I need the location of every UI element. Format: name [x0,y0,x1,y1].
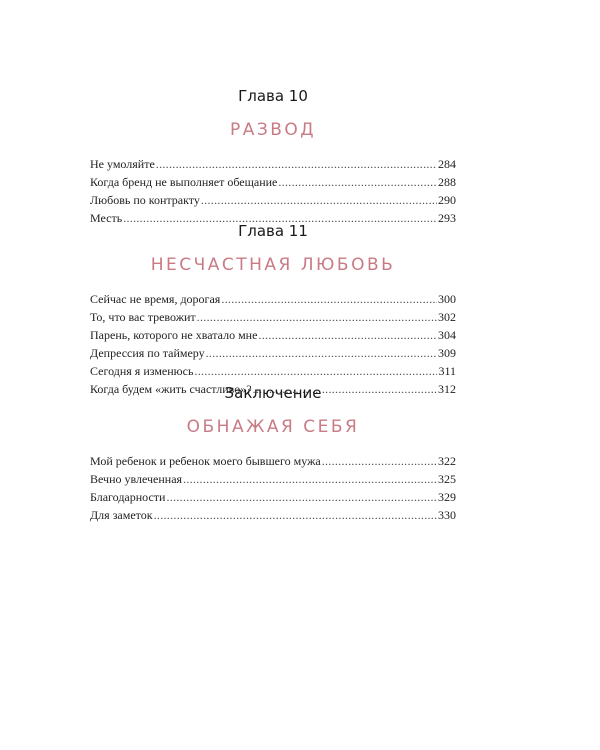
toc-entry[interactable] [90,290,456,308]
chapter-label: Заключение [224,384,322,402]
toc-list [90,452,456,524]
toc-entry[interactable] [90,326,456,344]
toc-entry[interactable] [90,173,456,191]
toc-entry[interactable] [90,308,456,326]
toc-section-conclusion [90,383,456,524]
toc-entry-title: Не умоляйте [90,157,155,171]
dot-leader [322,452,437,470]
toc-entry-page: 330 [438,508,456,522]
toc-entry[interactable] [90,488,456,506]
toc-entry-page: 284 [438,157,456,171]
toc-entry-page: 312 [438,382,456,396]
toc-entry[interactable] [90,470,456,488]
toc-entry-title: Когда бренд не выполняет обещание [90,175,278,189]
toc-entry-page: 304 [438,328,456,342]
toc-entry-page: 300 [438,292,456,306]
toc-entry-title: Любовь по контракту [90,193,200,207]
toc-list [90,155,456,227]
chapter-label: Глава 11 [238,222,308,240]
dot-leader [221,290,437,308]
chapter-title: НЕСЧАСТНАЯ ЛЮБОВЬ [150,255,396,275]
toc-entry-page: 293 [438,211,456,225]
toc-entry-title: Сегодня я изменюсь [90,364,194,378]
toc-entry-title: Вечно увлеченная [90,472,183,486]
toc-entry-page: 290 [438,193,456,207]
dot-leader [197,308,437,326]
toc-entry-page: 311 [438,364,456,378]
toc-entry-page: 329 [438,490,456,504]
toc-entry[interactable] [90,344,456,362]
toc-entry-title: Сейчас не время, дорогая [90,292,221,306]
dot-leader [278,173,437,191]
toc-entry-title: Мой ребенок и ребенок моего бывшего мужа [90,454,321,468]
toc-entry[interactable] [90,191,456,209]
dot-leader [154,506,437,524]
toc-entry-page: 325 [438,472,456,486]
dot-leader [166,488,437,506]
dot-leader [183,470,437,488]
toc-entry-title: Месть [90,211,123,225]
toc-entry-page: 288 [438,175,456,189]
dot-leader [206,344,437,362]
chapter-title: РАЗВОД [229,120,317,140]
toc-entry-title: Депрессия по таймеру [90,346,205,360]
toc-entry-title: То, что вас тревожит [90,310,196,324]
chapter-label: Глава 10 [238,87,308,105]
toc-entry[interactable] [90,506,456,524]
toc-entry-title: Парень, которого не хватало мне [90,328,258,342]
toc-section-chapter-10 [90,86,456,227]
dot-leader [194,362,437,380]
toc-entry[interactable] [90,452,456,470]
dot-leader [201,191,437,209]
toc-section-chapter-11 [90,221,456,398]
toc-entry-title: Когда будем «жить счастливо»? [90,382,252,396]
chapter-title: ОБНАЖАЯ СЕБЯ [186,417,360,437]
toc-entry-page: 309 [438,346,456,360]
toc-entry-page: 322 [438,454,456,468]
dot-leader [258,326,437,344]
toc-entry-title: Для заметок [90,508,153,522]
dot-leader [156,155,437,173]
toc-entry[interactable] [90,155,456,173]
toc-list [90,290,456,398]
toc-entry-title: Благодарности [90,490,166,504]
toc-entry[interactable] [90,362,456,380]
toc-entry-page: 302 [438,310,456,324]
